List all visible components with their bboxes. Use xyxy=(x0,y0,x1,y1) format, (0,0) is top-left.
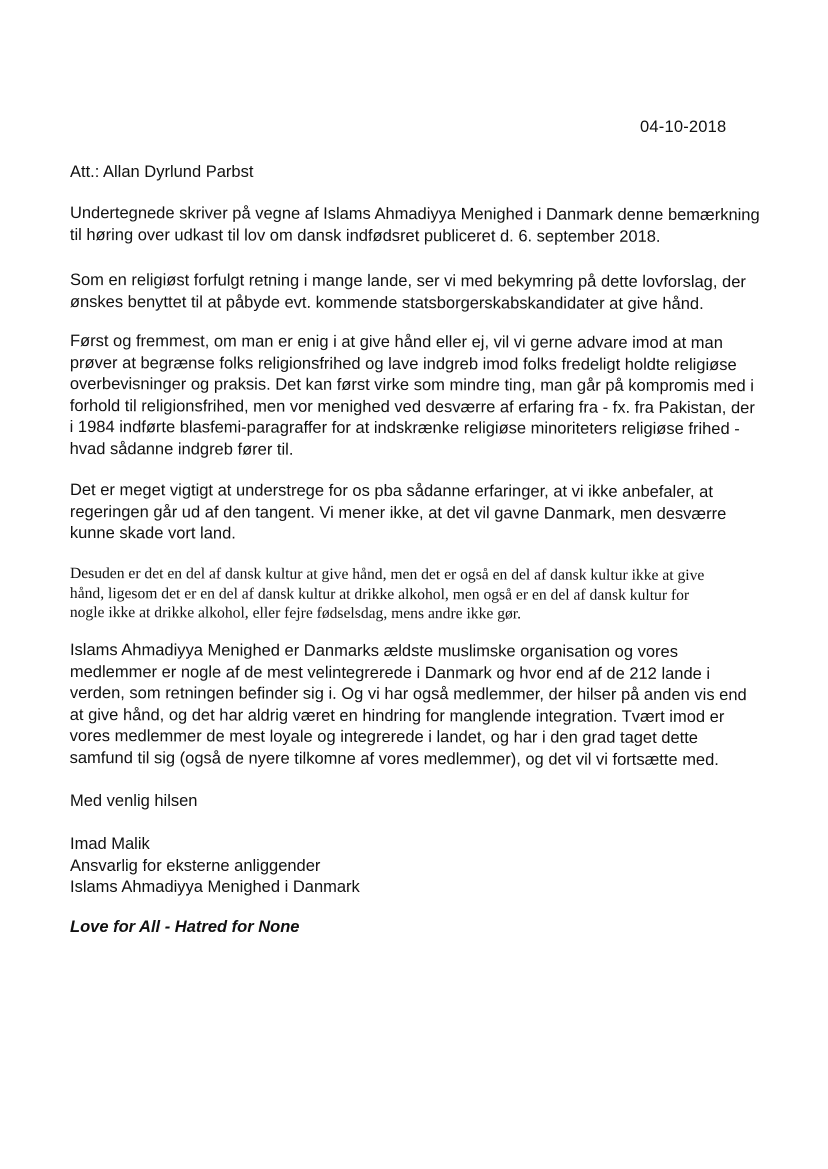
attention-line: Att.: Allan Dyrlund Parbst xyxy=(70,163,254,181)
paragraph-line: i 1984 indførte blasfemi-paragraffer for at indskrænke religiøse minoriteters religiøse frihed - xyxy=(69,417,740,439)
paragraph-intro xyxy=(69,203,760,248)
paragraph-danish-culture xyxy=(70,564,750,625)
paragraph-line: regeringen går ud af den tangent. Vi mener ikke, at det vil gavne Danmark, men desværre xyxy=(69,502,727,523)
paragraph-line: Islams Ahmadiyya Menighed er Danmarks ældste muslimske organisation og vores xyxy=(69,641,679,661)
paragraph-line: samfund til sig (også de nyere tilkomne af vores medlemmer), og det vil vi fortsætte med. xyxy=(69,748,719,769)
paragraph-line: Undertegnede skriver på vegne af Islams Ahmadiyya Menighed i Danmark denne bemærkning xyxy=(69,204,760,225)
paragraph-concern xyxy=(70,270,750,315)
paragraph-line: hånd, ligesom det er en del af dansk kultur at drikke alkohol, men også er en del af dansk kultur for xyxy=(69,584,690,604)
paragraph-line: kunne skade vort land. xyxy=(69,523,236,543)
paragraph-integration xyxy=(70,640,750,771)
closing-salutation: Med venlig hilsen xyxy=(70,792,198,810)
paragraph-line: verden, som retningen befinder sig i. Og vi har også medlemmer, der hilser på anden vis end xyxy=(69,683,747,705)
paragraph-line: hvad sådanne indgreb fører til. xyxy=(69,439,294,459)
paragraph-line: forhold til religionsfrihed, men vor menighed ved desværre af erfaring fra - fx. fra Pakistan, der xyxy=(69,396,755,417)
paragraph-line: overbevisninger og praksis. Det kan først virke som mindre ting, man går på kompromis med i xyxy=(69,374,754,396)
paragraph-line: Det er meget vigtigt at understrege for os pba sådanne erfaringer, at vi ikke anbefaler, at xyxy=(69,481,713,502)
paragraph-line: ønskes benyttet til at påbyde evt. kommende statsborgerskabskandidater at give hånd. xyxy=(69,292,704,313)
paragraph-line: at give hånd, og det har aldrig været en hindring for manglende integration. Tvært imod er xyxy=(69,705,725,726)
paragraph-line: Først og fremmest, om man er enig i at give hånd eller ej, vil vi gerne advare imod at man xyxy=(69,332,723,353)
paragraph-line: til høring over udkast til lov om dansk indfødsret publiceret d. 6. september 2018. xyxy=(69,225,661,246)
signature-block xyxy=(70,834,360,899)
paragraph-line: prøver at begrænse folks religionsfrihed og lave indgreb imod folks fredeligt holdte religiøse xyxy=(69,353,737,374)
signature-organization: Islams Ahmadiyya Menighed i Danmark xyxy=(70,878,360,896)
signature-name: Imad Malik xyxy=(70,835,150,853)
paragraph-line: nogle ikke at drikke alkohol, eller fejre fødselsdag, mens andre ikke gør. xyxy=(69,603,522,623)
letter-date: 04-10-2018 xyxy=(640,118,727,136)
paragraph-line: medlemmer er nogle af de mest velintegrerede i Danmark og hvor end af de 212 lande i xyxy=(69,662,711,683)
paragraph-recommendation xyxy=(70,480,750,547)
paragraph-line: vores medlemmer de mest loyale og integrerede i landet, og har i den grad taget dette xyxy=(69,726,699,747)
signature-title: Ansvarlig for eksterne anliggender xyxy=(70,856,321,875)
motto: Love for All - Hatred for None xyxy=(70,918,300,936)
paragraph-religious-freedom xyxy=(69,331,755,462)
paragraph-line: Som en religiøst forfulgt retning i mange lande, ser vi med bekymring på dette lovforslag, der xyxy=(69,271,746,292)
paragraph-line: Desuden er det en del af dansk kultur at give hånd, men det er også en del af dansk kultur ikke at give xyxy=(69,565,705,584)
